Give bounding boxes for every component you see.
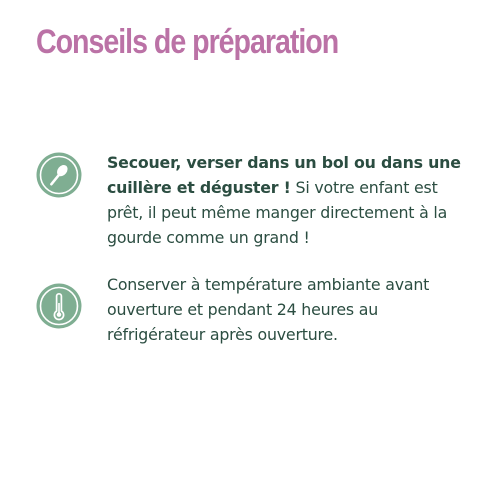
page-title: Conseils de préparation: [36, 23, 339, 61]
tip-text: [107, 272, 476, 347]
tip-text: [107, 150, 476, 250]
tip-bold-text: Secouer, verser dans un bol ou dans une cuillère et déguster !: [107, 153, 461, 197]
tip-regular-text: Conserver à température ambiante avant ouverture et pendant 24 heures au réfrigérateur après ouverture.: [107, 275, 430, 344]
thermometer-icon: [36, 283, 82, 329]
spoon-icon: [36, 152, 82, 198]
tip-regular-text: Si votre enfant est prêt, il peut même manger directement à la gourde comme un grand !: [107, 178, 448, 247]
